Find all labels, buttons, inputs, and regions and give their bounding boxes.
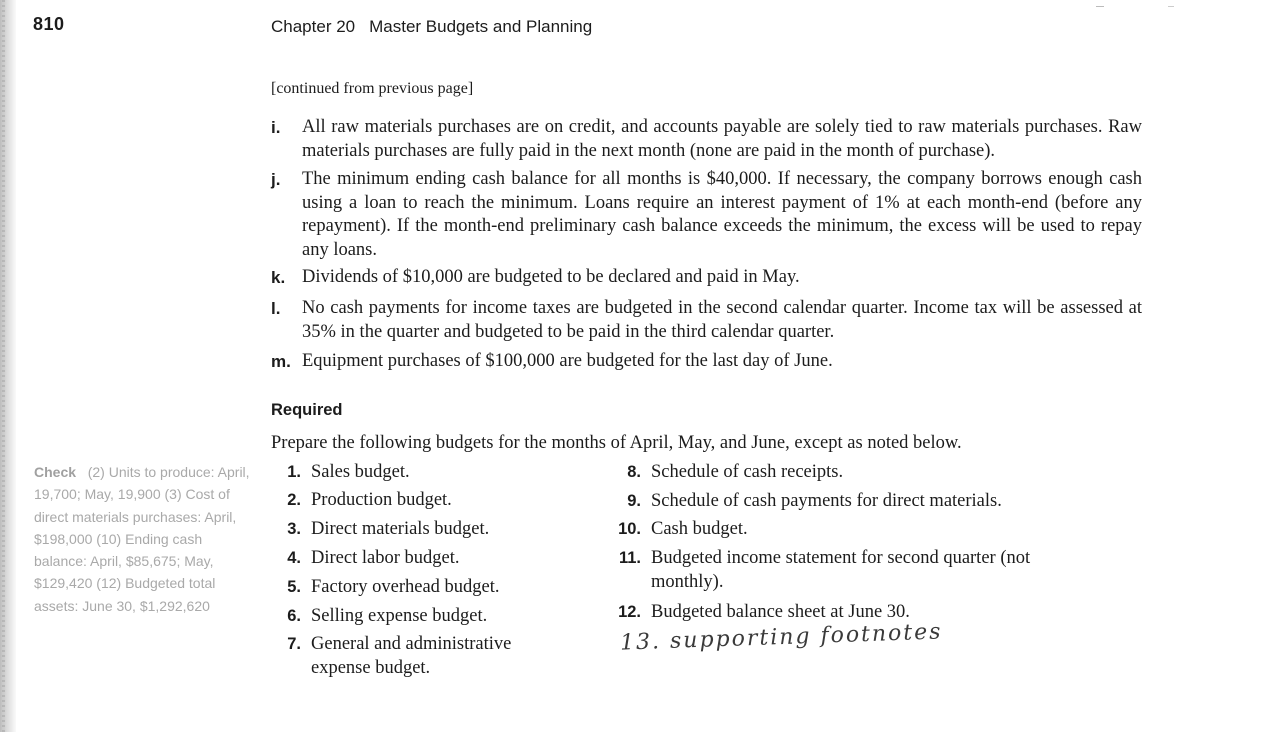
budget-label: Schedule of cash payments for direct materials. [651, 491, 1002, 511]
budget-number: 4. [287, 549, 301, 567]
check-label: Check [34, 464, 77, 480]
item-label: j. [271, 170, 281, 189]
budget-label: Sales budget. [311, 462, 410, 482]
budget-number: 6. [287, 607, 301, 625]
budget-number: 12. [618, 603, 641, 621]
page-binding-edge [0, 0, 16, 732]
budget-label: Budgeted income statement for second quarter (not monthly). [651, 548, 1031, 592]
budget-number: 7. [287, 635, 301, 653]
item-text: Equipment purchases of $100,000 are budgeted for the last day of June. [302, 351, 833, 371]
budget-number: 10. [618, 520, 641, 538]
check-sidebar-note [34, 461, 254, 617]
item-label: i. [271, 118, 281, 137]
budget-number: 8. [627, 463, 641, 481]
budget-label: General and administrative expense budget. [311, 634, 512, 678]
budget-label: Cash budget. [651, 519, 748, 539]
scan-mark [1168, 6, 1174, 7]
prepare-instructions: Prepare the following budgets for the months of April, May, and June, except as noted below. [271, 433, 962, 453]
item-label: l. [271, 299, 281, 318]
budget-number: 3. [287, 520, 301, 538]
chapter-title: Master Budgets and Planning [369, 17, 593, 36]
budget-number: 2. [287, 491, 301, 509]
budget-label: Direct labor budget. [311, 548, 460, 568]
page-number: 810 [33, 14, 65, 34]
budget-label: Direct materials budget. [311, 519, 490, 539]
budget-label: Production budget. [311, 490, 452, 510]
item-text: Dividends of $10,000 are budgeted to be declared and paid in May. [302, 267, 800, 287]
budget-number: 11. [618, 549, 641, 567]
chapter-label: Chapter 20 [271, 17, 356, 36]
required-heading: Required [271, 401, 343, 419]
item-text: All raw materials purchases are on credit, and accounts payable are solely tied to raw materials purchases. Raw materials purchases are fully paid in the next month (none are paid in the month of purchase). [302, 117, 1142, 161]
budget-number: 1. [287, 463, 301, 481]
budget-label: Budgeted balance sheet at June 30. [651, 602, 910, 622]
continued-note: [continued from previous page] [271, 80, 474, 97]
budget-number: 5. [287, 578, 301, 596]
budget-label: Schedule of cash receipts. [651, 462, 844, 482]
budget-label: Selling expense budget. [311, 606, 488, 626]
item-text: The minimum ending cash balance for all months is $40,000. If necessary, the company borrows enough cash using a loan to reach the minimum. Loans require an interest payment of 1% at each month-end (before any repayment). If the month-end preliminary cash balance exceeds the minimum, the excess will be used to repay any loans. [302, 169, 1142, 260]
item-text: No cash payments for income taxes are budgeted in the second calendar quarter. Income tax will be assessed at 35% in the quarter and budgeted to be paid in the third calendar quarter. [302, 298, 1142, 342]
budget-label: Factory overhead budget. [311, 577, 500, 597]
running-head [271, 17, 592, 37]
item-label: m. [271, 352, 291, 371]
scan-mark [1096, 6, 1104, 7]
budget-number: 9. [627, 492, 641, 510]
handwritten-note: 13. supporting footnotes [619, 619, 943, 656]
check-text: (2) Units to produce: April, 19,700; May, 19,900 (3) Cost of direct materials purchases: April, $198,000 (10) Ending cash balance: April, $85,675; May, $129,420 (12) Budgeted total assets: June 30, $1,292,620 [34, 464, 250, 614]
item-label: k. [271, 268, 286, 287]
